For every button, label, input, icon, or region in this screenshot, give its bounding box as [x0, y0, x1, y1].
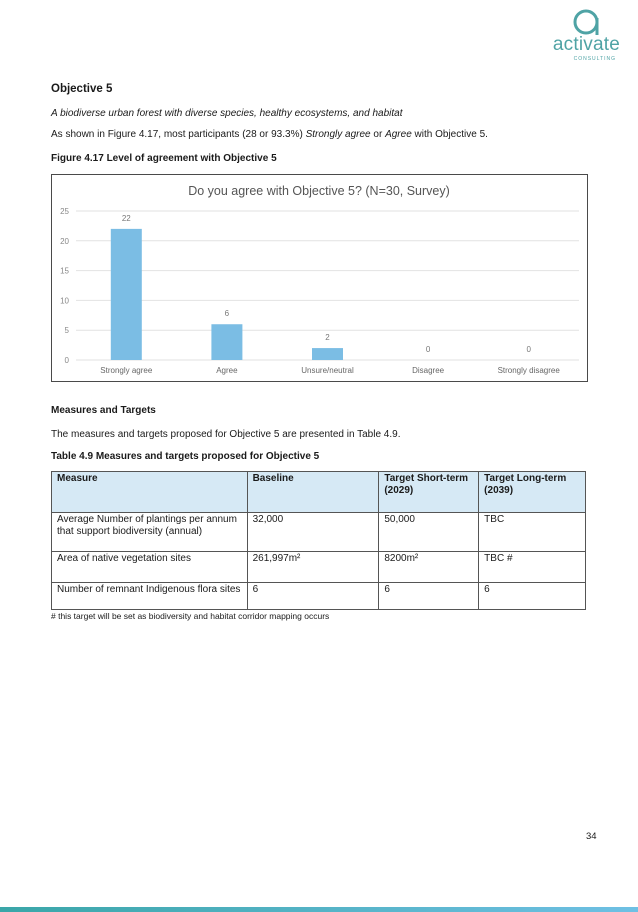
table-row [52, 583, 586, 610]
category-label: Disagree [412, 366, 445, 375]
cell-baseline: 32,000 [247, 513, 379, 552]
cell-short-term: 8200m² [379, 552, 479, 583]
y-tick-label: 20 [60, 236, 69, 246]
logo-sub: CONSULTING [573, 56, 616, 62]
header-baseline: Baseline [247, 472, 379, 513]
y-tick-label: 10 [60, 296, 69, 306]
agreement-chart [51, 174, 588, 382]
table-row [52, 513, 586, 552]
figure-caption: Figure 4.17 Level of agreement with Objective 5 [51, 153, 277, 164]
category-label: Strongly disagree [497, 366, 560, 375]
cell-short-term: 50,000 [379, 513, 479, 552]
cell-measure: Average Number of plantings per annum that support biodiversity (annual) [52, 513, 248, 552]
data-label: 6 [224, 309, 230, 319]
page-number: 34 [586, 831, 597, 842]
y-tick-label: 5 [64, 326, 69, 336]
measures-table [51, 471, 586, 610]
bar [312, 348, 343, 360]
bar [211, 324, 242, 360]
y-tick-label: 0 [64, 356, 69, 365]
measures-heading: Measures and Targets [51, 405, 156, 416]
bar [111, 229, 142, 360]
measures-intro: The measures and targets proposed for Objective 5 are presented in Table 4.9. [51, 429, 401, 440]
y-tick-label: 15 [60, 266, 69, 276]
header-long-term: Target Long-term (2039) [479, 472, 586, 513]
table-header-row [52, 472, 586, 513]
cell-measure: Number of remnant Indigenous flora sites [52, 583, 248, 610]
table-footnote: # this target will be set as biodiversity and habitat corridor mapping occurs [51, 611, 330, 621]
data-label: 0 [425, 345, 431, 354]
category-label: Agree [216, 366, 238, 375]
category-label: Strongly agree [100, 366, 153, 375]
objective-statement: A biodiverse urban forest with diverse species, healthy ecosystems, and habitat [51, 108, 403, 119]
footer-bar [0, 907, 638, 912]
cell-short-term: 6 [379, 583, 479, 610]
data-label: 2 [325, 333, 330, 343]
cell-measure: Area of native vegetation sites [52, 552, 248, 583]
cell-long-term: TBC # [479, 552, 586, 583]
category-label: Unsure/neutral [301, 366, 354, 375]
header-measure: Measure [52, 472, 248, 513]
cell-baseline: 261,997m² [247, 552, 379, 583]
data-label: 0 [526, 345, 531, 354]
activate-logo [510, 6, 620, 62]
objective-body: As shown in Figure 4.17, most participants (28 or 93.3%) Strongly agree or Agree with Objective 5. [51, 129, 488, 140]
logo-word: activate [552, 34, 620, 55]
cell-baseline: 6 [247, 583, 379, 610]
table-caption: Table 4.9 Measures and targets proposed for Objective 5 [51, 451, 320, 462]
table-row [52, 552, 586, 583]
chart-title: Do you agree with Objective 5? (N=30, Survey) [188, 184, 450, 198]
cell-long-term: 6 [479, 583, 586, 610]
y-tick-label: 25 [60, 207, 69, 216]
header-short-term: Target Short-term (2029) [379, 472, 479, 513]
cell-long-term: TBC [479, 513, 586, 552]
data-label: 22 [121, 213, 131, 223]
chart-svg [52, 175, 587, 381]
objective-heading: Objective 5 [51, 83, 113, 95]
